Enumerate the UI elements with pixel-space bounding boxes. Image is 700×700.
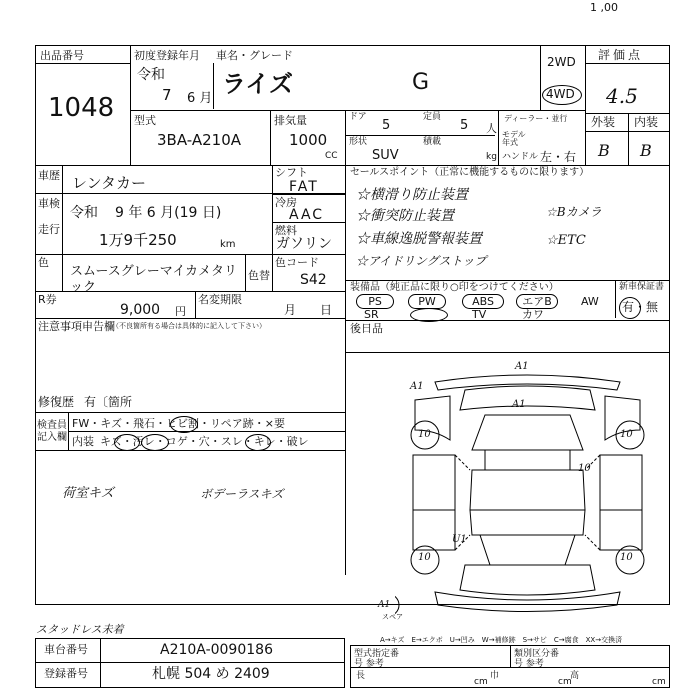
equip-abs: ABS — [462, 294, 504, 309]
color-code: S42 — [300, 272, 327, 288]
km-unit: km — [220, 239, 236, 250]
damage-mark-spare: A1 — [378, 600, 391, 610]
warranty-label: 新車保証書 — [619, 282, 665, 292]
equipment-label: 装備品（純正品に限り○印をつけてください） — [350, 282, 559, 293]
width-label: 巾 — [490, 671, 500, 681]
drive-2wd: 2WD — [547, 55, 576, 69]
shift-label: シフト — [275, 166, 308, 179]
sales-point-6: ☆アイドリングストップ — [356, 254, 487, 268]
score: 4.5 — [606, 84, 638, 108]
kg-unit: kg — [486, 152, 497, 162]
damage-mark-wheel-rl: 10 — [418, 552, 431, 563]
plate-number: 札幌 504 め 2409 — [152, 666, 270, 682]
flying-stone-circle — [170, 416, 198, 433]
stain-circle — [141, 434, 169, 451]
handle-value: 左・右 — [540, 150, 577, 164]
capacity-label: 定員 — [423, 112, 442, 122]
person-unit: 人 — [486, 122, 497, 135]
damage-mark-hood: A1 — [512, 399, 526, 410]
handwritten-note-3: スタッドレス未着 — [36, 623, 124, 636]
inspector-row2-label: 内装 — [72, 435, 94, 448]
doors-label: ドア — [349, 112, 367, 122]
cc-unit: CC — [325, 151, 338, 161]
handwritten-note-1: 荷室キズ — [62, 486, 114, 501]
equip-pw: PW — [408, 294, 446, 309]
displacement-label: 排気量 — [274, 114, 307, 127]
repaint-label: 色替 — [248, 269, 270, 282]
model-year-label: モデル 年式 — [502, 130, 526, 147]
equip-sr: SR — [364, 308, 379, 321]
damage-legend: A→キズ E→エクボ U→凹み W→補修跡 S→サビ C→腐食 XX→交換済 — [380, 636, 623, 644]
equip-airbag: エアB — [516, 294, 558, 309]
handle-label: ハンドル — [502, 152, 539, 162]
scratch-circle — [114, 434, 140, 451]
body-type-label: 形状 — [349, 137, 368, 147]
repair-label: 修復歴 — [38, 395, 75, 409]
warranty-value: 有・無 — [622, 300, 659, 314]
sales-point-4: ☆車線逸脱警報装置 — [356, 231, 482, 247]
inspection-label: 車検 — [38, 197, 60, 210]
reg-month: 6 月 — [187, 91, 213, 106]
displacement: 1000 — [289, 131, 328, 149]
damage-mark-left-fender: A1 — [410, 381, 424, 392]
note-label: 注意事項申告欄 — [38, 320, 115, 333]
car-history: レンタカー — [72, 174, 147, 192]
car-history-label: 車歴 — [38, 169, 60, 182]
reg-year: 7 — [162, 86, 172, 104]
length-label: 長 — [356, 671, 366, 681]
name-grade-label: 車名・グレード — [216, 49, 293, 62]
inspector-label: 検査員記入欄 — [37, 420, 67, 443]
note-sub: （不良箇所有る場合は具体的に記入して下さい） — [112, 322, 266, 330]
spare-label: スペア — [382, 613, 403, 621]
fuel-label: 燃料 — [275, 224, 297, 237]
lot-number: 1048 — [48, 93, 115, 123]
score-label: 評価点 — [598, 48, 644, 62]
inspection-date: 9 年 6 月(19 日) — [115, 205, 222, 221]
after-day-label: 後日品 — [350, 322, 383, 335]
capacity: 5 — [460, 118, 469, 133]
chassis-number: A210A-0090186 — [160, 642, 273, 658]
model: 3BA-A210A — [157, 131, 242, 149]
inspection-era: 令和 — [70, 205, 98, 221]
inspector-row2: キズ・汚レ・コゲ・穴・スレ・キレ・破レ — [100, 435, 309, 448]
sales-point-5: ☆ETC — [546, 233, 586, 248]
equip-tv: TV — [472, 308, 487, 321]
lot-label: 出品番号 — [40, 49, 84, 62]
handwritten-note-2: ボデーラスキズ — [200, 487, 284, 501]
load-label: 積載 — [423, 137, 442, 147]
damage-mark-front-bumper: A1 — [515, 361, 529, 372]
first-reg-label: 初度登録年月 — [134, 49, 200, 62]
mileage-label: 走行 — [38, 223, 60, 236]
equip-ps: PS — [356, 294, 394, 309]
height-label: 高 — [570, 671, 580, 681]
model-designation-label: 型式指定番号 参考 — [354, 649, 400, 669]
plate-label: 登録番号 — [44, 667, 88, 680]
damage-mark-wheel-fl: 10 — [418, 429, 431, 440]
yen-unit: 円 — [175, 305, 186, 318]
chassis-label: 車台番号 — [44, 643, 88, 656]
sales-point-2: ☆Bカメラ — [546, 205, 602, 219]
ac: AAC — [289, 207, 325, 223]
body-type: SUV — [372, 148, 399, 163]
exterior-grade: B — [598, 141, 610, 160]
color: スムースグレーマイカメタリック — [70, 264, 238, 295]
exterior-label: 外装 — [591, 115, 616, 129]
car-name: ライズ — [222, 70, 294, 98]
warranty-yes-circle — [619, 297, 641, 319]
drive-4wd: 4WD — [546, 87, 575, 101]
damage-mark-wheel-fr: 10 — [620, 429, 633, 440]
width-cm: cm — [558, 677, 572, 687]
name-change-unit: 月 日 — [284, 303, 333, 317]
interior-label: 内装 — [634, 115, 659, 129]
sales-point-3: ☆衝突防止装置 — [356, 208, 454, 224]
recycle-fee: 9,000 — [120, 302, 161, 318]
sales-points-label: セールスポイント（正常に機能するものに限ります） — [350, 167, 590, 178]
repair-value: 有〔箇所 — [84, 395, 133, 409]
name-change-label: 名変期限 — [198, 293, 242, 306]
equip-leather: カワ — [522, 308, 544, 321]
ac-label: 冷房 — [275, 196, 297, 209]
dealer-label: ディーラー・並行 — [504, 114, 568, 123]
model-label: 型式 — [134, 114, 156, 127]
color-label: 色 — [38, 256, 49, 269]
fuel: ガソリン — [276, 236, 332, 252]
car-damage-diagram — [395, 360, 660, 620]
color-code-label: 色コード — [275, 256, 319, 269]
page-top-fragment: 1 ,00 — [590, 1, 618, 14]
reg-era: 令和 — [137, 67, 165, 83]
equip-aw: AW — [581, 295, 599, 308]
shift: FAT — [289, 179, 319, 195]
length-cm: cm — [474, 677, 488, 687]
grade: G — [412, 70, 430, 95]
sales-point-1: ☆横滑り防止装置 — [356, 187, 468, 203]
class-label: 類別区分番号 参考 — [514, 649, 560, 669]
recycle-label: R券 — [38, 293, 57, 306]
interior-grade: B — [640, 141, 652, 160]
damage-mark-right-door: 10 — [578, 463, 591, 474]
mileage: 1万9千250 — [99, 231, 177, 249]
doors: 5 — [382, 118, 391, 133]
damage-mark-wheel-rr: 10 — [620, 552, 633, 563]
inspector-row1: FW・キズ・飛石・ヒビ割・リペア跡・×要 — [72, 417, 285, 430]
height-cm: cm — [652, 677, 666, 687]
worn-circle — [245, 434, 271, 451]
damage-mark-left-rear: U1 — [452, 534, 467, 545]
